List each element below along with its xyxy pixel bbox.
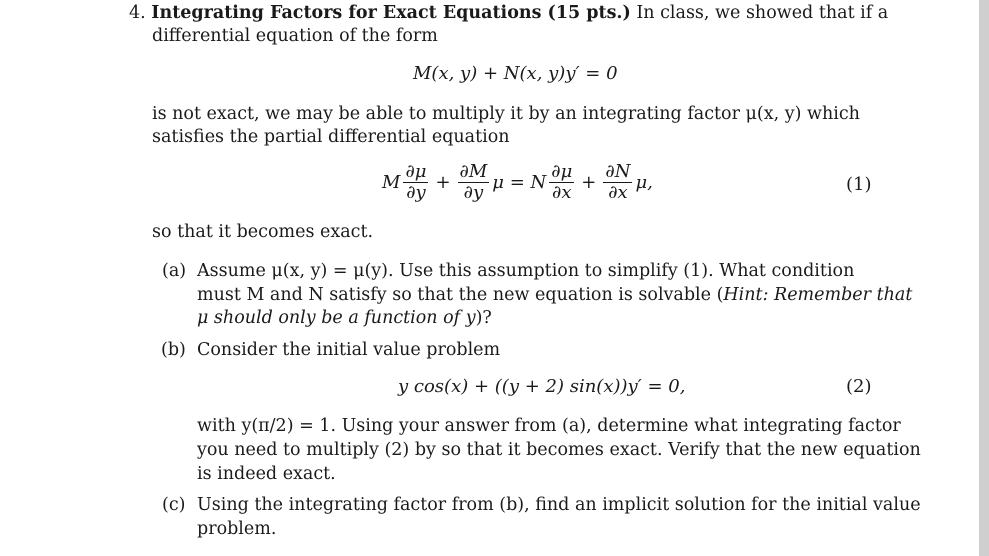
part-a-line3-close: )? <box>475 308 492 328</box>
part-a-hint-start: Hint: Remember that <box>723 285 913 305</box>
eq1-mu-end: μ, <box>635 172 653 193</box>
part-a-line2-text: must M and N satisfy so that the new equation is solvable ( <box>197 285 724 305</box>
eq1-frac2-den: ∂y <box>463 182 484 203</box>
eq1-frac-dmu-dy <box>403 162 428 203</box>
equation-main: M(x, y) + N(x, y)y′ = 0 <box>413 63 618 84</box>
eq1-frac2-num: ∂M <box>459 161 488 182</box>
eq1-frac4-num: ∂N <box>605 161 631 182</box>
equation-1 <box>382 162 653 203</box>
part-b-line1: Consider the initial value problem <box>197 340 501 360</box>
part-c-line2: problem. <box>197 519 277 539</box>
equation-1-number: (1) <box>846 174 872 195</box>
paragraph3: so that it becomes exact. <box>152 222 374 242</box>
eq1-plus1: + <box>435 172 451 193</box>
eq1-plus2: + <box>581 172 597 193</box>
problem-number: 4. <box>129 3 146 23</box>
equation-2: y cos(x) + ((y + 2) sin(x))y′ = 0, <box>398 376 686 397</box>
equation-2-number: (2) <box>846 376 872 397</box>
problem-heading <box>129 1 888 25</box>
problem-title: Integrating Factors for Exact Equations (15 pts.) <box>151 3 631 23</box>
paragraph2-line1: is not exact, we may be able to multiply it by an integrating factor μ(x, y) which <box>152 104 860 124</box>
right-edge-bar <box>979 0 989 556</box>
paragraph2-line2: satisfies the partial differential equation <box>152 127 510 147</box>
problem-intro-line1: In class, we showed that if a <box>630 3 889 23</box>
part-a-hint-end: μ should only be a function of y <box>197 308 476 328</box>
part-b-line3: you need to multiply (2) by so that it becomes exact. Verify that the new equation <box>197 440 921 460</box>
part-a-line2 <box>197 283 912 307</box>
part-b-line4: is indeed exact. <box>197 464 336 484</box>
part-a-line1: Assume μ(x, y) = μ(y). Use this assumption to simplify (1). What condition <box>197 261 855 281</box>
part-a-line3 <box>197 306 492 330</box>
eq1-frac-dM-dy <box>458 162 490 203</box>
eq1-M: M <box>382 172 401 193</box>
eq1-mu-eq-N: μ = N <box>492 172 547 193</box>
eq1-frac4-den: ∂x <box>608 182 628 203</box>
problem-intro-line2: differential equation of the form <box>152 26 438 46</box>
eq1-frac3-num: ∂μ <box>551 161 573 182</box>
part-a-label: (a) <box>162 261 187 281</box>
part-b-line2: with y(π/2) = 1. Using your answer from (a), determine what integrating factor <box>197 416 901 436</box>
part-c-line1: Using the integrating factor from (b), find an implicit solution for the initial value <box>197 495 921 515</box>
eq1-frac-dN-dx <box>603 162 632 203</box>
part-c-label: (c) <box>162 495 186 515</box>
eq1-frac3-den: ∂x <box>552 182 572 203</box>
part-b-label: (b) <box>161 340 186 360</box>
eq1-frac1-num: ∂μ <box>405 161 427 182</box>
eq1-frac-dmu-dx <box>549 162 574 203</box>
eq1-frac1-den: ∂y <box>406 182 426 203</box>
